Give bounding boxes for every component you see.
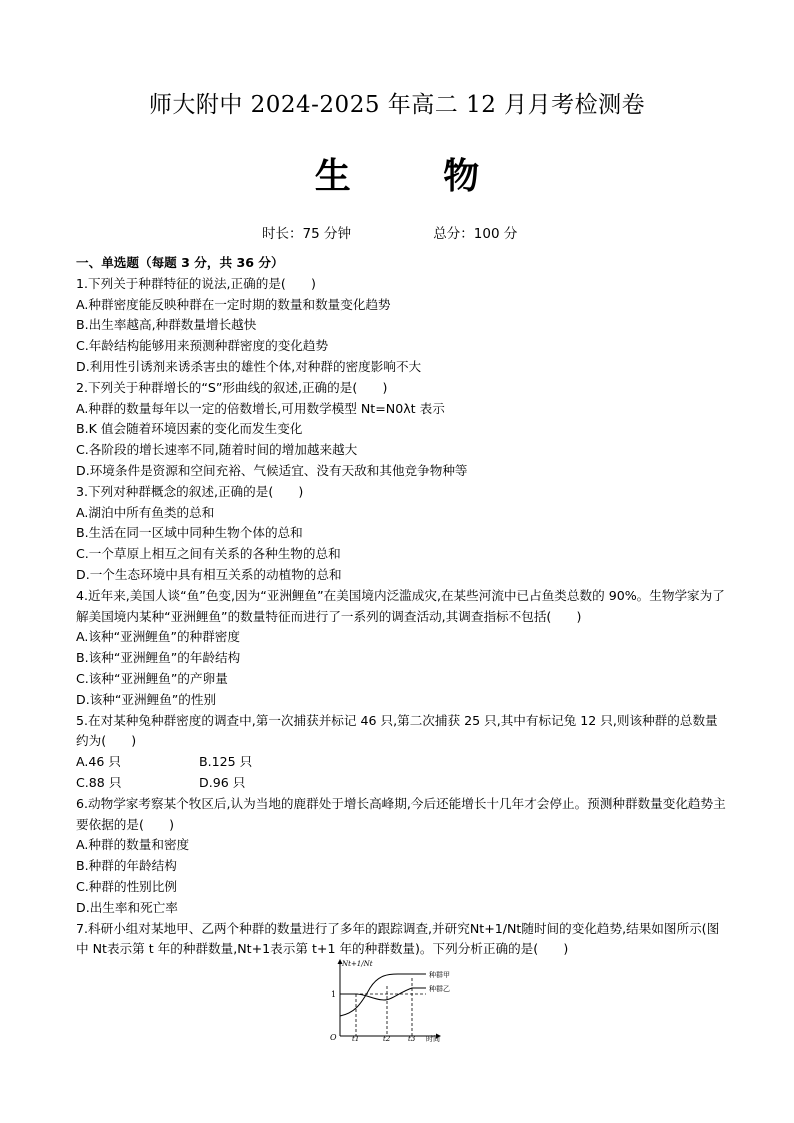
option: C.种群的性别比例 [76, 878, 177, 894]
question-7 [76, 919, 726, 961]
population-ratio-figure [326, 958, 456, 1042]
question-2 [76, 378, 726, 482]
option: D.该种“亚洲鲤鱼”的性别 [76, 691, 217, 707]
y-tick-one: 1 [331, 990, 337, 999]
option: A.湖泊中所有鱼类的总和 [76, 504, 215, 520]
series-b-label: 种群乙 [429, 985, 450, 993]
question-stem: 6.动物学家考察某个牧区后,认为当地的鹿群处于增长高峰期,今后还能增长十几年才会停止。预测种群数量变化趋势主要依据的是( ) [76, 795, 726, 832]
total-score-text: 总分：100 分 [433, 226, 518, 242]
series-a-label: 种群甲 [429, 971, 450, 979]
question-4 [76, 586, 726, 711]
question-stem: 7.科研小组对某地甲、乙两个种群的数量进行了多年的跟踪调查,并研究Nt+1/Nt随时间的变化趋势,结果如图所示(图中 Nt表示第 t 年的种群数量,Nt+1表示第 t+1 年的种群数量)。下列分析正确的是( ) [76, 920, 720, 957]
option: C.各阶段的增长速率不同,随着时间的增加越来越大 [76, 442, 358, 458]
x-tick-t3: t3 [408, 1035, 416, 1042]
y-axis-label: Nt+1/Nt [342, 960, 373, 968]
option: A.种群的数量和密度 [76, 837, 190, 853]
page-title: 师大附中 2024-2025 年高二 12 月月考检测卷 [148, 92, 646, 118]
question-list [76, 253, 726, 960]
option: A.种群的数量每年以一定的倍数增长,可用数学模型 Nt=N0λt 表示 [76, 400, 445, 416]
option: B.K 值会随着环境因素的变化而发生变化 [76, 421, 303, 437]
question-1 [76, 274, 726, 378]
series-a-curve [340, 974, 426, 1016]
option: A.该种“亚洲鲤鱼”的种群密度 [76, 629, 240, 645]
x-tick-t2: t2 [383, 1035, 391, 1042]
duration-text: 时长：75 分钟 [262, 226, 351, 242]
option: B.生活在同一区域中同种生物个体的总和 [76, 525, 303, 541]
origin-label: O [330, 1033, 337, 1042]
x-tick-t1: t1 [352, 1035, 360, 1042]
option: B.种群的年龄结构 [76, 858, 177, 874]
option: C.一个草原上相互之间有关系的各种生物的总和 [76, 546, 341, 562]
question-stem: 4.近年来,美国人谈“鱼”色变,因为“亚洲鲤鱼”在美国境内泛滥成灾,在某些河流中已占鱼类总数的 90%。生物学家为了解美国境内某种“亚洲鲤鱼”的数量特征而进行了一系列的调查活动,其调查指标不包括( ) [76, 587, 725, 624]
question-3 [76, 482, 726, 586]
section-heading: 一、单选题（每题 3 分，共 36 分） [76, 255, 284, 270]
option: D.96 只 [199, 774, 246, 790]
option: D.环境条件是资源和空间充裕、气候适宜、没有天敌和其他竞争物种等 [76, 462, 468, 478]
option: D.利用性引诱剂来诱杀害虫的雄性个体,对种群的密度影响不大 [76, 358, 422, 374]
x-axis-label: 时间 [426, 1035, 440, 1042]
option: B.该种“亚洲鲤鱼”的年龄结构 [76, 650, 241, 666]
question-6 [76, 794, 726, 919]
option-row [76, 752, 726, 773]
option: A.种群密度能反映种群在一定时期的数量和数量变化趋势 [76, 296, 391, 312]
option: B.出生率越高,种群数量增长越快 [76, 317, 257, 333]
option-row [76, 773, 726, 794]
question-stem: 3.下列对种群概念的叙述,正确的是( ) [76, 483, 304, 499]
option: D.出生率和死亡率 [76, 899, 178, 915]
option: D.一个生态环境中具有相互关系的动植物的总和 [76, 566, 342, 582]
option: C.88 只 [76, 774, 122, 790]
option: C.该种“亚洲鲤鱼”的产卵量 [76, 670, 228, 686]
option: B.125 只 [199, 754, 253, 770]
question-stem: 2.下列关于种群增长的“S”形曲线的叙述,正确的是( ) [76, 379, 388, 395]
question-stem: 5.在对某种兔种群密度的调查中,第一次捕获并标记 46 只,第二次捕获 25 只,其中有标记兔 12 只,则该种群的总数量约为( ) [76, 712, 718, 749]
exam-meta [262, 222, 595, 242]
subject-title: 生 物 [314, 156, 520, 197]
question-stem: 1.下列关于种群特征的说法,正确的是( ) [76, 275, 316, 291]
option: A.46 只 [76, 754, 122, 770]
option: C.年龄结构能够用来预测种群密度的变化趋势 [76, 338, 329, 354]
question-5 [76, 711, 726, 794]
